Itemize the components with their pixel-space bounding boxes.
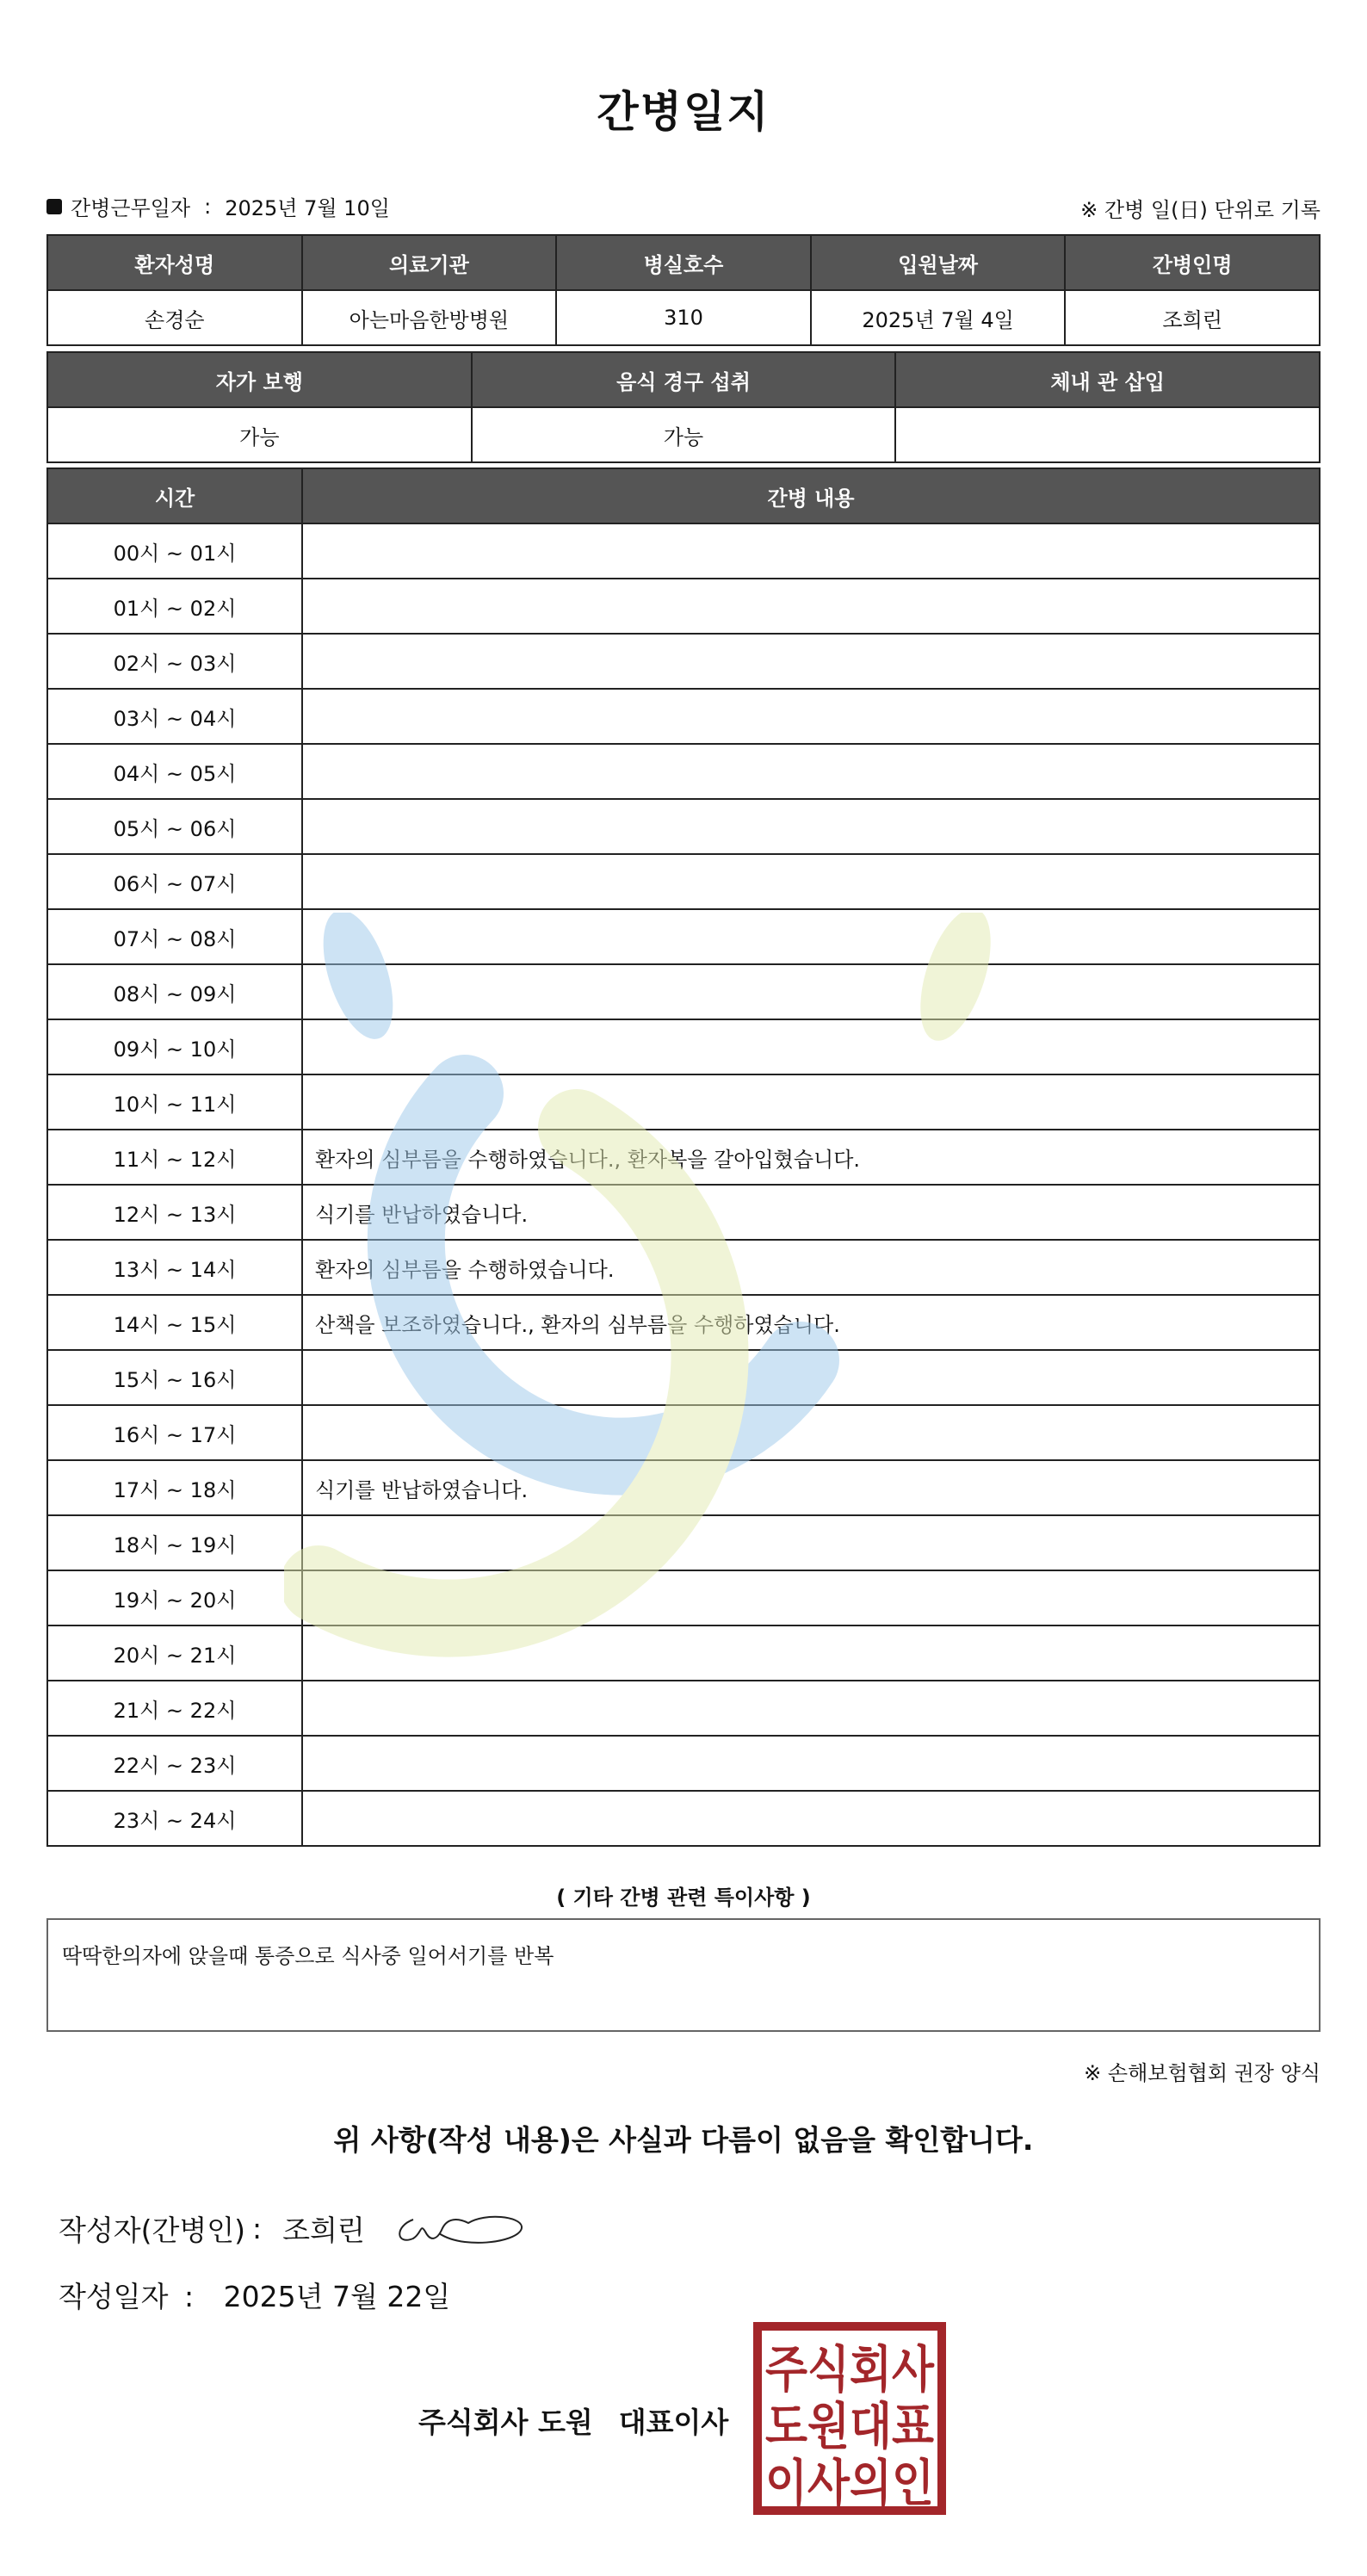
header-tube-insertion: 체내 관 삽입	[895, 352, 1320, 407]
header-self-walking: 자가 보행	[47, 352, 472, 407]
record-unit-note: ※ 간병 일(日) 단위로 기록	[1080, 198, 1321, 222]
header-care-content: 간병 내용	[302, 468, 1320, 523]
patient-info-table	[46, 234, 1321, 346]
special-notes-box	[46, 1918, 1321, 2032]
self-walking-value: 가능	[47, 407, 472, 462]
author-name: 조희린	[282, 2213, 365, 2247]
care-content	[302, 799, 1320, 854]
care-content	[302, 1736, 1320, 1791]
written-date-colon: :	[184, 2280, 195, 2313]
company-title: 대표이사	[618, 2406, 729, 2439]
patient-status-table	[46, 351, 1321, 463]
care-log-body	[47, 523, 1320, 1846]
signature-icon	[391, 2208, 529, 2249]
table-row	[47, 909, 1320, 964]
table-row	[47, 1570, 1320, 1625]
time-slot: 10시 ~ 11시	[47, 1074, 302, 1130]
tube-insertion-value	[895, 407, 1320, 462]
room-number: 310	[556, 290, 811, 345]
table-row	[47, 1405, 1320, 1460]
care-content: 식기를 반납하였습니다.	[302, 1185, 1320, 1240]
work-date	[46, 191, 390, 221]
time-slot: 19시 ~ 20시	[47, 1570, 302, 1625]
time-slot: 12시 ~ 13시	[47, 1185, 302, 1240]
time-slot: 00시 ~ 01시	[47, 523, 302, 579]
special-notes-text: 딱딱한의자에 앉을때 통증으로 식사중 일어서기를 반복	[62, 1944, 554, 1968]
table-row	[47, 854, 1320, 909]
patient-name: 손경순	[47, 290, 302, 345]
table-row	[47, 634, 1320, 689]
table-row	[47, 1681, 1320, 1736]
table-row	[47, 1791, 1320, 1846]
care-content	[302, 1350, 1320, 1405]
oral-intake-value: 가능	[472, 407, 896, 462]
care-content: 산책을 보조하였습니다., 환자의 심부름을 수행하였습니다.	[302, 1295, 1320, 1350]
care-content	[302, 579, 1320, 634]
company-seal-stamp	[752, 2321, 947, 2516]
time-slot: 16시 ~ 17시	[47, 1405, 302, 1460]
time-slot: 22시 ~ 23시	[47, 1736, 302, 1791]
time-slot: 20시 ~ 21시	[47, 1625, 302, 1681]
table-row	[47, 964, 1320, 1019]
table-row	[47, 1240, 1320, 1295]
care-content	[302, 1625, 1320, 1681]
time-slot: 06시 ~ 07시	[47, 854, 302, 909]
care-content	[302, 1019, 1320, 1074]
care-content	[302, 1681, 1320, 1736]
table-row	[47, 523, 1320, 579]
work-date-value: 2025년 7월 10일	[225, 196, 390, 220]
header-room: 병실호수	[556, 235, 811, 290]
care-content	[302, 523, 1320, 579]
author-label: 작성자(간병인)	[59, 2213, 246, 2247]
header-oral-intake: 음식 경구 섭취	[472, 352, 896, 407]
table-row	[47, 1350, 1320, 1405]
care-content	[302, 1405, 1320, 1460]
table-row	[47, 1736, 1320, 1791]
care-content: 식기를 반납하였습니다.	[302, 1460, 1320, 1515]
care-content: 환자의 심부름을 수행하였습니다., 환자복을 갈아입혔습니다.	[302, 1130, 1320, 1185]
time-slot: 14시 ~ 15시	[47, 1295, 302, 1350]
care-content	[302, 689, 1320, 744]
page-title: 간병일지	[597, 87, 770, 137]
care-log-table	[46, 468, 1321, 1847]
table-row	[47, 1019, 1320, 1074]
time-slot: 13시 ~ 14시	[47, 1240, 302, 1295]
table-row	[47, 1625, 1320, 1681]
time-slot: 17시 ~ 18시	[47, 1460, 302, 1515]
time-slot: 15시 ~ 16시	[47, 1350, 302, 1405]
time-slot: 02시 ~ 03시	[47, 634, 302, 689]
stamp-line-1: 주식회사	[765, 2340, 935, 2399]
time-slot: 03시 ~ 04시	[47, 689, 302, 744]
table-row	[47, 1295, 1320, 1350]
time-slot: 09시 ~ 10시	[47, 1019, 302, 1074]
time-slot: 21시 ~ 22시	[47, 1681, 302, 1736]
time-slot: 05시 ~ 06시	[47, 799, 302, 854]
time-slot: 23시 ~ 24시	[47, 1791, 302, 1846]
table-row	[47, 1074, 1320, 1130]
table-row	[47, 1185, 1320, 1240]
special-notes-title: ( 기타 간병 관련 특이사항 )	[556, 1886, 811, 1910]
stamp-line-3: 이사의인	[765, 2454, 934, 2512]
recommended-form-note: ※ 손해보험협회 권장 양식	[1084, 2061, 1321, 2085]
care-content	[302, 964, 1320, 1019]
header-caregiver-name: 간병인명	[1065, 235, 1320, 290]
written-date-value: 2025년 7월 22일	[223, 2280, 451, 2313]
admission-date: 2025년 7월 4일	[811, 290, 1066, 345]
time-slot: 11시 ~ 12시	[47, 1130, 302, 1185]
author-line	[59, 2208, 529, 2249]
square-bullet-icon	[46, 199, 62, 214]
confirmation-statement: 위 사항(작성 내용)은 사실과 다름이 없음을 확인합니다.	[333, 2123, 1034, 2157]
table-row	[47, 799, 1320, 854]
care-content	[302, 744, 1320, 799]
table-row	[47, 1460, 1320, 1515]
header-time: 시간	[47, 468, 302, 523]
care-content: 환자의 심부름을 수행하였습니다.	[302, 1240, 1320, 1295]
company-name: 주식회사 도원	[418, 2406, 593, 2439]
care-content	[302, 1074, 1320, 1130]
table-row	[47, 689, 1320, 744]
caregiver-name: 조희린	[1065, 290, 1320, 345]
care-content	[302, 854, 1320, 909]
work-date-label: 간병근무일자	[71, 196, 191, 220]
written-date-line	[59, 2275, 450, 2315]
table-row	[47, 744, 1320, 799]
header-admission-date: 입원날짜	[811, 235, 1066, 290]
written-date-label: 작성일자	[59, 2280, 169, 2313]
time-slot: 01시 ~ 02시	[47, 579, 302, 634]
care-content	[302, 1791, 1320, 1846]
institution: 아는마음한방병원	[302, 290, 557, 345]
table-row	[47, 579, 1320, 634]
care-content	[302, 1570, 1320, 1625]
care-content	[302, 634, 1320, 689]
time-slot: 18시 ~ 19시	[47, 1515, 302, 1570]
table-row	[47, 1130, 1320, 1185]
care-content	[302, 909, 1320, 964]
work-date-separator: :	[204, 194, 212, 219]
time-slot: 07시 ~ 08시	[47, 909, 302, 964]
header-institution: 의료기관	[302, 235, 557, 290]
care-content	[302, 1515, 1320, 1570]
time-slot: 08시 ~ 09시	[47, 964, 302, 1019]
header-patient-name: 환자성명	[47, 235, 302, 290]
author-colon: :	[252, 2211, 263, 2245]
company-signature-line	[418, 2400, 728, 2441]
table-row	[47, 1515, 1320, 1570]
stamp-line-2: 도원대표	[765, 2397, 934, 2455]
time-slot: 04시 ~ 05시	[47, 744, 302, 799]
